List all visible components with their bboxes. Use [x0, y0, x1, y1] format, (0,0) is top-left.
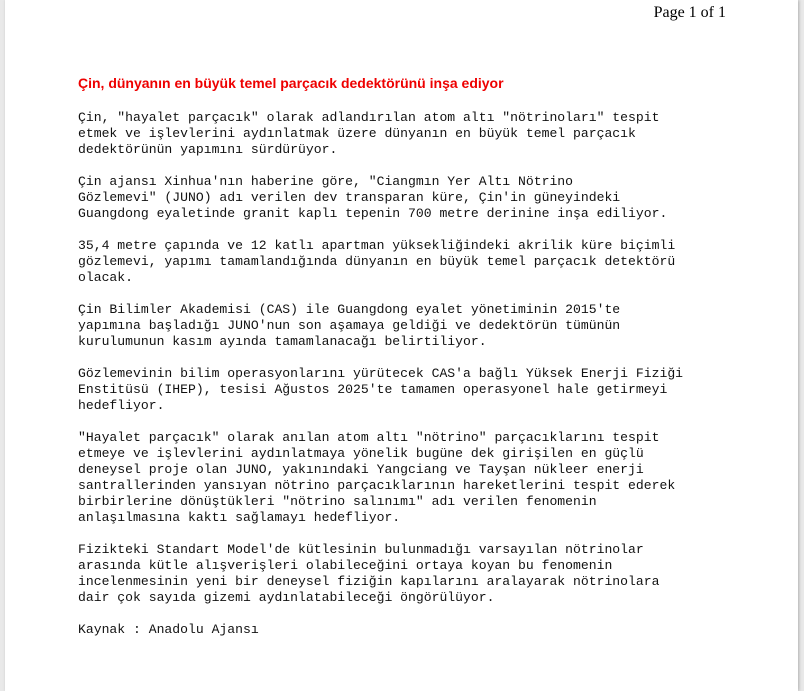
article-paragraph: Çin ajansı Xinhua'nın haberine göre, "Ciangmın Yer Altı Nötrino Gözlemevi" (JUNO) adı verilen dev transparan küre, Çin'in güneyindeki Guangdong eyaletinde granit kaplı tepenin 700 metre derinine inşa ediliyor.: [78, 174, 668, 221]
article-paragraph: 35,4 metre çapında ve 12 katlı apartman yüksekliğindeki akrilik küre biçimli gözlemevi, yapımı tamamlandığında dünyanın en büyük temel parçacık detektörü olacak.: [78, 238, 676, 285]
page-number: Page 1 of 1: [653, 4, 726, 21]
article-paragraph: Gözlemevinin bilim operasyonlarını yürütecek CAS'a bağlı Yüksek Enerji Fiziği Enstitüsü (IHEP), tesisi Ağustos 2025'te tamamen operasyonel hale getirmeyi hedefliyor.: [78, 366, 684, 413]
article-paragraph: Çin Bilimler Akademisi (CAS) ile Guangdong eyalet yönetiminin 2015'te yapımına başladığı JUNO'nun son aşamaya geldiği ve dedektörün tümünün kurulumunun kasım ayında tamamlanacağı belirtiliyor.: [78, 302, 621, 349]
article-title: Çin, dünyanın en büyük temel parçacık dedektörünü inşa ediyor: [78, 75, 504, 91]
article-source: Kaynak : Anadolu Ajansı: [78, 622, 259, 637]
article-paragraph: Fizikteki Standart Model'de kütlesinin bulunmadığı varsayılan nötrinolar arasında kütle alışverişleri olabileceğini ortaya koyan bu fenomenin incelenmesinin yeni bir deneysel fiziğin kapılarını aralayarak nötrinolara dair çok sayıda gizemi aydınlatabileceği öngörülüyor.: [78, 542, 660, 605]
article-paragraph: Çin, "hayalet parçacık" olarak adlandırılan atom altı "nötrinoları" tespit etmek ve işlevlerini aydınlatmak üzere dünyanın en büyük temel parçacık dedektörünün yapımını sürdürüyor.: [78, 110, 660, 157]
article-body: [78, 110, 778, 638]
document-page: [5, 0, 798, 691]
article-paragraph: "Hayalet parçacık" olarak anılan atom altı "nötrino" parçacıklarını tespit etmeye ve işlevlerini aydınlatmaya yönelik bugüne dek girişilen en güçlü deneysel proje olan JUNO, yakınındaki Yangciang ve Tayşan nükleer enerji santrallerinden yansıyan nötrino parçacıklarının hareketlerini tespit ederek birbirlerine dönüştükleri "nötrino salınımı" adı verilen fenomenin anlaşılmasına kaktı sağlamayı hedefliyor.: [78, 430, 676, 525]
